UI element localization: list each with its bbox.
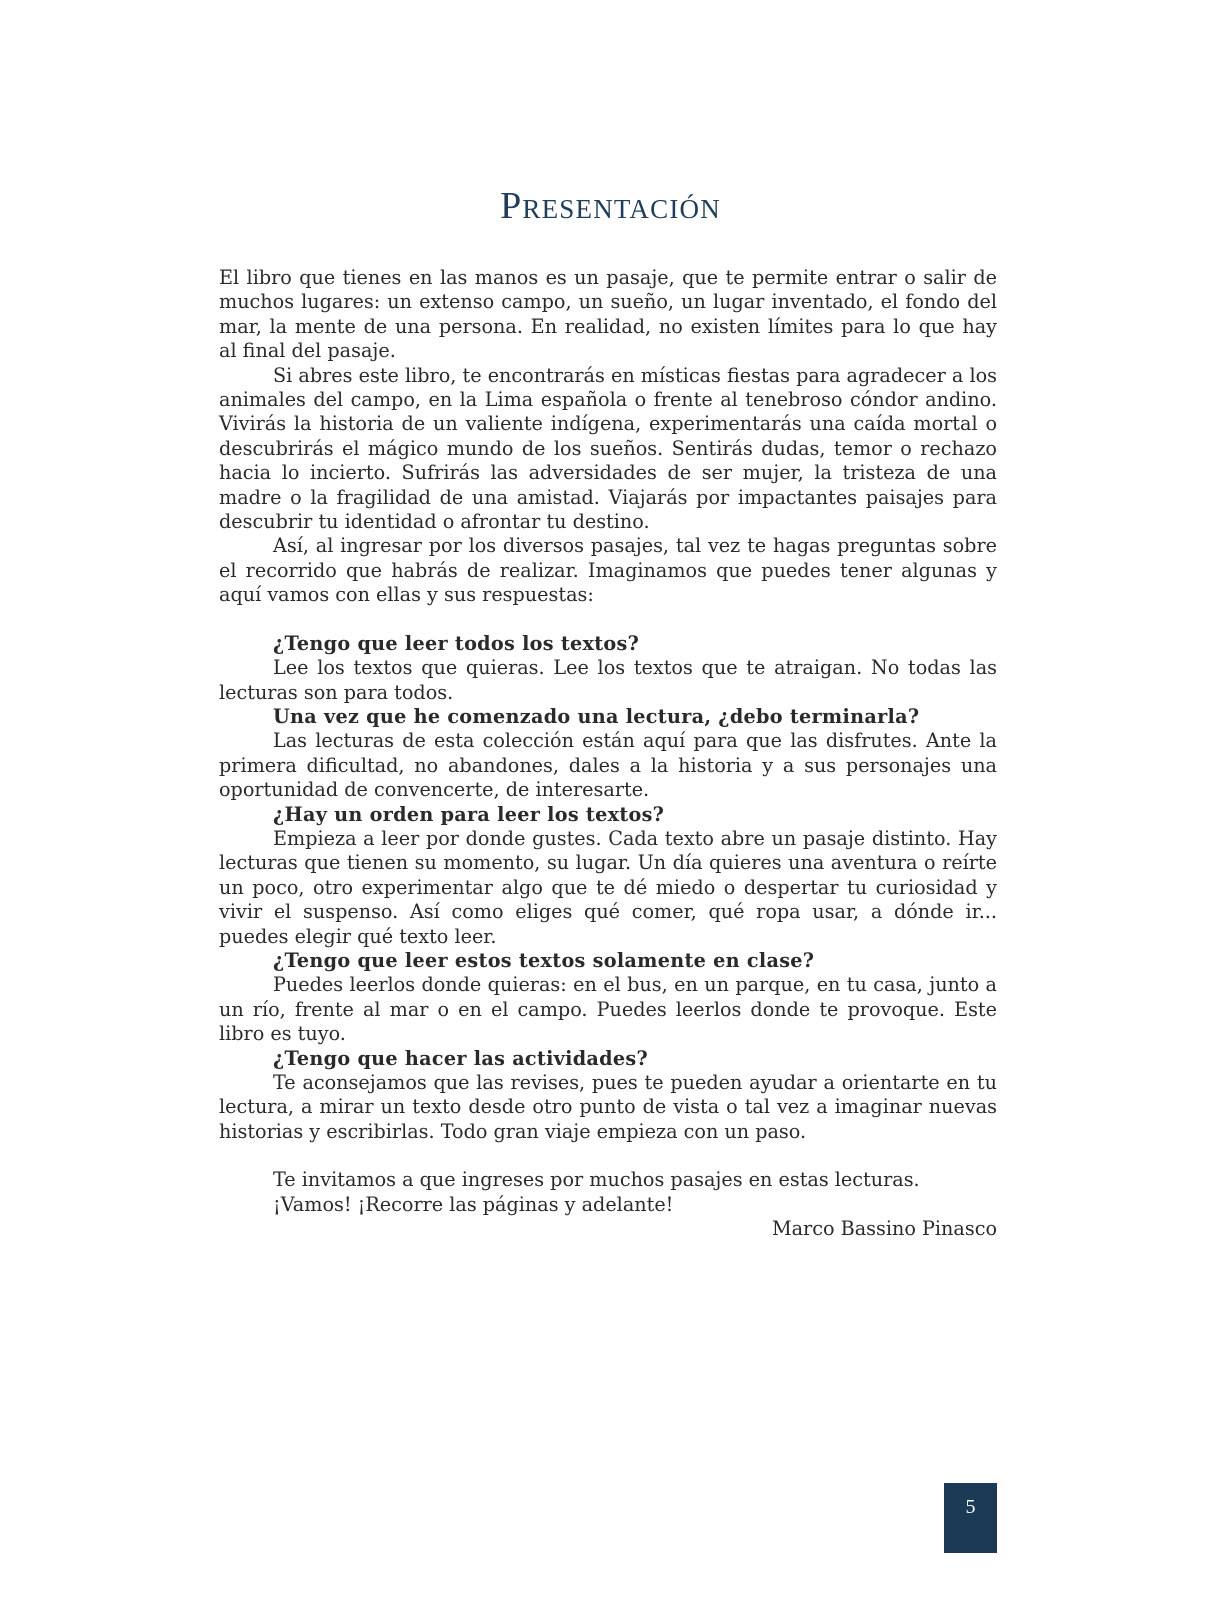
intro-paragraph-1: El libro que tienes en las manos es un pasaje, que te permite entrar o salir de muchos lugares: un extenso campo, un sueño, un lugar inventado, el fondo del mar, la mente de una persona. En realidad, no existen límites para lo que hay al final del pasaje. <box>219 266 997 363</box>
faq-question-1: ¿Tengo que leer todos los textos? <box>273 631 640 655</box>
faq-answer-5: Te aconsejamos que las revises, pues te pueden ayudar a orientarte en tu lectura, a mirar un texto desde otro punto de vista o tal vez a imaginar nuevas historias y escribirlas. Todo gran viaje empieza con un paso. <box>219 1071 997 1143</box>
faq-answer-2: Las lecturas de esta colección están aquí para que las disfrutes. Ante la primera dificultad, no abandones, dales a la historia y a sus personajes una oportunidad de convencerte, de interesarte. <box>219 729 997 802</box>
author-signature: Marco Bassino Pinasco <box>771 1217 997 1241</box>
faq-question-5: ¿Tengo que hacer las actividades? <box>273 1046 649 1070</box>
intro-paragraph-3: Así, al ingresar por los diversos pasajes, tal vez te hagas preguntas sobre el recorrido que habrás de realizar. Imaginamos que puedes tener algunas y aquí vamos con ellas y sus respuestas: <box>219 534 997 607</box>
faq-question-3: ¿Hay un orden para leer los textos? <box>273 802 665 826</box>
closing-line-2: ¡Vamos! ¡Recorre las páginas y adelante! <box>273 1192 674 1216</box>
page-title: Presentación <box>500 185 721 227</box>
faq-question-2: Una vez que he comenzado una lectura, ¿debo terminarla? <box>273 704 920 728</box>
page-number: 5 <box>944 1483 997 1553</box>
faq-answer-4: Puedes leerlos donde quieras: en el bus, en un parque, en tu casa, junto a un río, frente al mar o en el campo. Puedes leerlos donde te provoque. Este libro es tuyo. <box>219 973 997 1046</box>
closing-line-1: Te invitamos a que ingreses por muchos pasajes en estas lecturas. <box>273 1168 920 1192</box>
faq-question-4: ¿Tengo que leer estos textos solamente en clase? <box>273 948 815 972</box>
presentation-body <box>219 266 997 1241</box>
faq-answer-3: Empieza a leer por donde gustes. Cada texto abre un pasaje distinto. Hay lecturas que tienen su momento, su lugar. Un día quieres una aventura o reírte un poco, otro experimentar algo que te dé miedo o despertar tu curiosidad y vivir el suspenso. Así como eliges qué comer, qué ropa usar, a dónde ir... puedes elegir qué texto leer. <box>219 826 997 948</box>
intro-paragraph-2: Si abres este libro, te encontrarás en místicas fiestas para agradecer a los animales del campo, en la Lima española o frente al tenebroso cóndor andino. Vivirás la historia de un valiente indígena, experimentarás una caída mortal o descubrirás el mágico mundo de los sueños. Sentirás dudas, temor o rechazo hacia lo incierto. Sufrirás las adversidades de ser mujer, la tristeza de una madre o la fragilidad de una amistad. Viajarás por impactantes paisajes para descubrir tu identidad o afrontar tu destino. <box>219 363 997 534</box>
spacer <box>219 608 997 632</box>
spacer <box>219 1144 997 1168</box>
faq-answer-1: Lee los textos que quieras. Lee los textos que te atraigan. No todas las lecturas son para todos. <box>219 656 997 704</box>
